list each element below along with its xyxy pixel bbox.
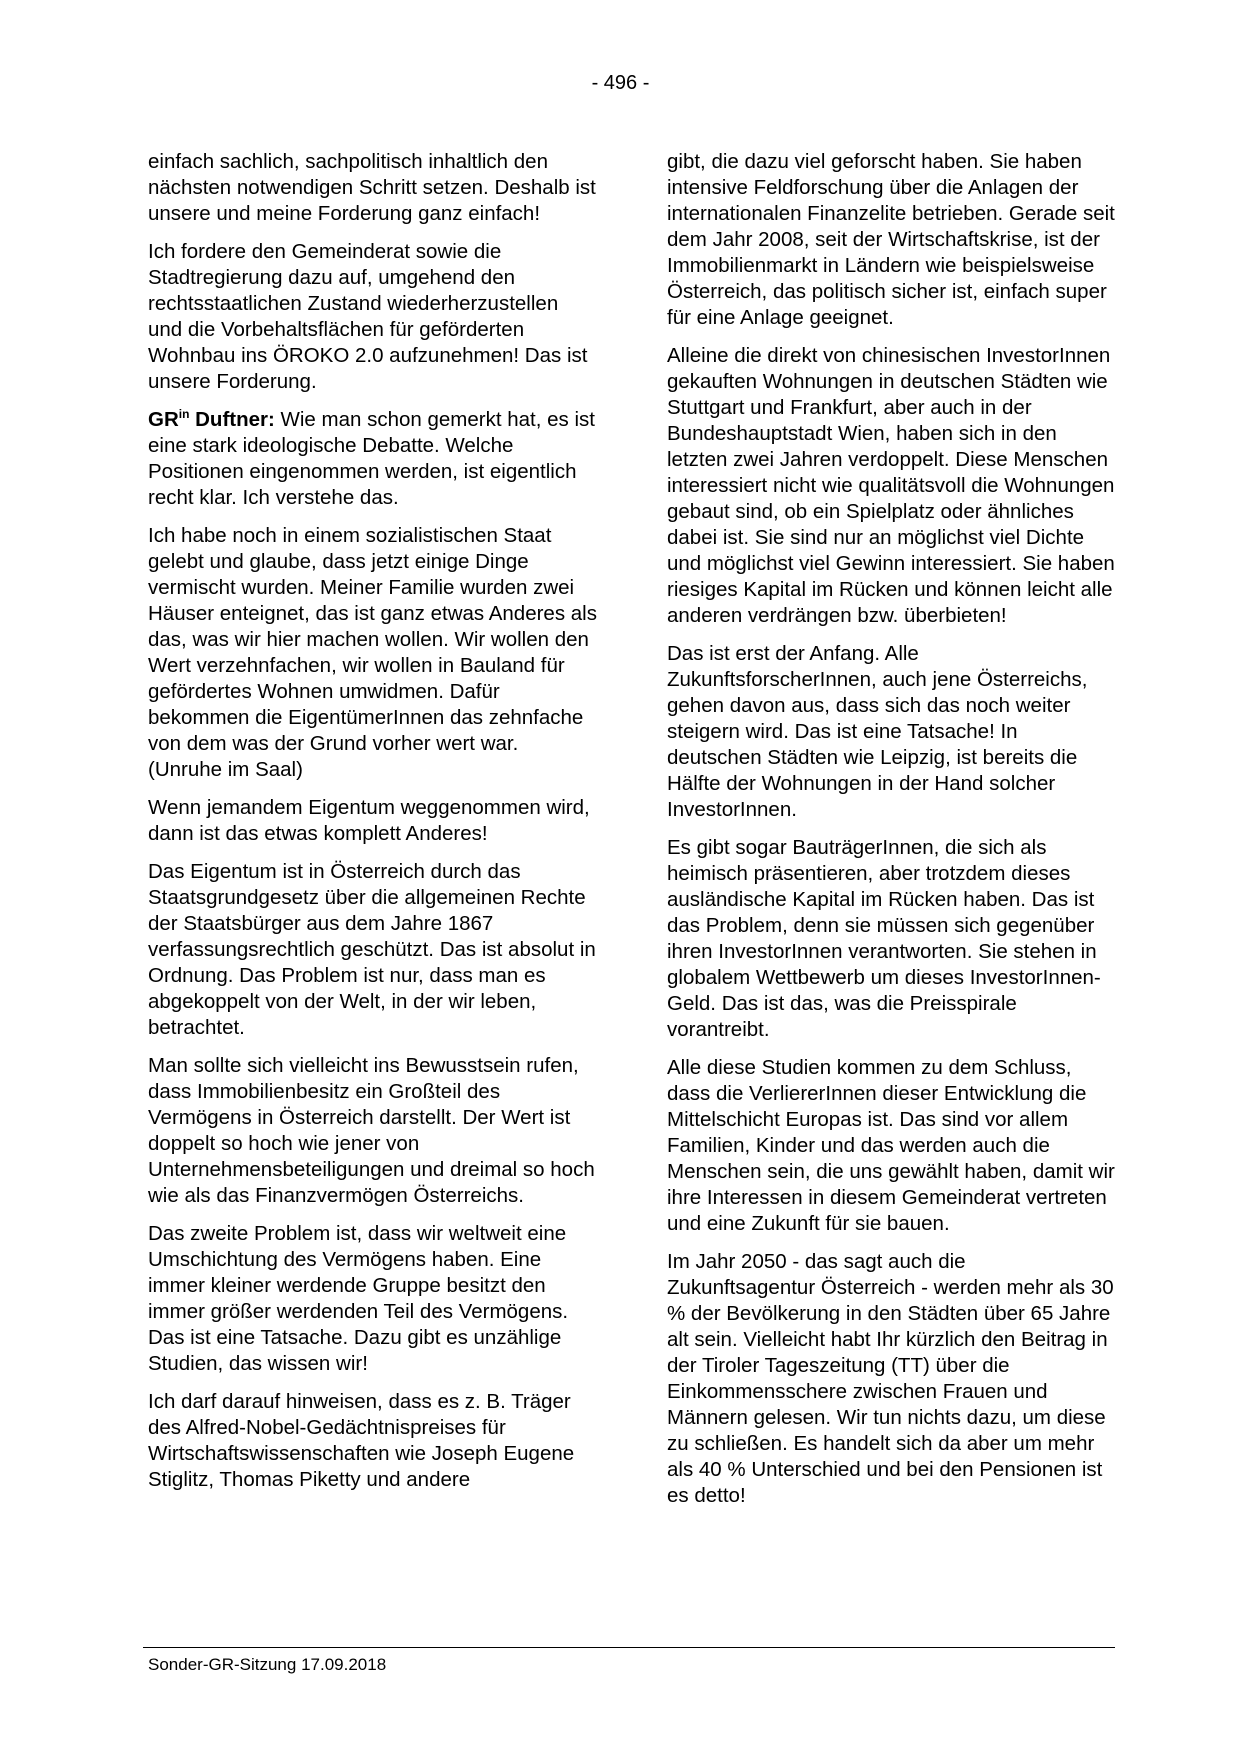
speaker-paragraph	[148, 407, 598, 511]
paragraph: einfach sachlich, sachpolitisch inhaltlich den nächsten notwendigen Schritt setzen. Deshalb ist unsere und meine Forderung ganz einfach!	[148, 150, 596, 225]
footer-text: Sonder-GR-Sitzung 17.09.2018	[148, 1655, 387, 1674]
left-column	[148, 149, 598, 1505]
speech-text: Wie man schon gemerkt hat, es ist eine stark ideologische Debatte. Welche Positionen eingenommen werden, ist eigentlich recht klar. Ich verstehe das.	[148, 408, 595, 509]
paragraph: Wenn jemandem Eigentum weggenommen wird, dann ist das etwas komplett Anderes!	[148, 796, 590, 845]
paragraph: Im Jahr 2050 - das sagt auch die Zukunftsagentur Österreich - werden mehr als 30 % der Bevölkerung in den Städten über 65 Jahre alt sein. Vielleicht habt Ihr kürzlich den Beitrag in der Tiroler Tageszeitung (TT) über die Einkommensschere zwischen Frauen und Männern gelesen. Wir tun nichts dazu, um diese zu schließen. Es handelt sich da aber um mehr als 40 % Unterschied und bei den Pensionen ist es detto!	[667, 1250, 1114, 1507]
right-column	[667, 149, 1117, 1521]
paragraph: Das ist erst der Anfang. Alle ZukunftsforscherInnen, auch jene Österreichs, gehen davon aus, dass sich das noch weiter steigern wird. Das ist eine Tatsache! In deutschen Städten wie Leipzig, ist bereits die Hälfte der Wohnungen in der Hand solcher InvestorInnen.	[667, 642, 1088, 821]
paragraph: gibt, die dazu viel geforscht haben. Sie haben intensive Feldforschung über die Anlagen der internationalen Finanzelite betrieben. Gerade seit dem Jahr 2008, seit der Wirtschaftskrise, ist der Immobilienmarkt in Ländern wie beispielsweise Österreich, das politisch sicher ist, einfach super für eine Anlage geeignet.	[667, 150, 1115, 329]
paragraph: Alleine die direkt von chinesischen InvestorInnen gekauften Wohnungen in deutschen Städten wie Stuttgart und Frankfurt, aber auch in der Bundeshauptstadt Wien, haben sich in den letzten zwei Jahren verdoppelt. Diese Menschen interessiert nicht wie qualitätsvoll die Wohnungen gebaut sind, ob ein Spielplatz oder ähnliches dabei ist. Sie sind nur an möglichst viel Dichte und möglichst viel Gewinn interessiert. Sie haben riesiges Kapital im Rücken und können leicht alle anderen verdrängen bzw. überbieten!	[667, 344, 1115, 627]
speaker-superscript: in	[178, 407, 190, 422]
paragraph: Ich habe noch in einem sozialistischen Staat gelebt und glaube, dass jetzt einige Dinge vermischt wurden. Meiner Familie wurden zwei Häuser enteignet, das ist ganz etwas Anderes als das, was wir hier machen wollen. Wir wollen den Wert verzehnfachen, wir wollen in Bauland für gefördertes Wohnen umwidmen. Dafür bekommen die EigentümerInnen das zehnfache von dem was der Grund vorher wert war. (Unruhe im Saal)	[148, 524, 597, 781]
speaker-name	[148, 408, 275, 431]
paragraph: Ich fordere den Gemeinderat sowie die Stadtregierung dazu auf, umgehend den rechtsstaatlichen Zustand wiederherzustellen und die Vorbehaltsflächen für geförderten Wohnbau ins ÖROKO 2.0 aufzunehmen! Das ist unsere Forderung.	[148, 240, 588, 393]
paragraph: Ich darf darauf hinweisen, dass es z. B. Träger des Alfred-Nobel-Gedächtnispreises für Wirtschaftswissenschaften wie Joseph Eugene Stiglitz, Thomas Piketty und andere	[148, 1390, 575, 1491]
paragraph: Das zweite Problem ist, dass wir weltweit eine Umschichtung des Vermögens haben. Eine immer kleiner werdende Gruppe besitzt den immer größer werdenden Teil des Vermögens. Das ist eine Tatsache. Dazu gibt es unzählige Studien, das wissen wir!	[148, 1222, 569, 1375]
speaker-prefix: GR	[148, 408, 179, 431]
paragraph: Das Eigentum ist in Österreich durch das Staatsgrundgesetz über die allgemeinen Rechte der Staatsbürger aus dem Jahre 1867 verfassungsrechtlich geschützt. Das ist absolut in Ordnung. Das Problem ist nur, dass man es abgekoppelt von der Welt, in der wir leben, betrachtet.	[148, 860, 596, 1039]
footer-divider	[143, 1647, 1115, 1648]
paragraph: Es gibt sogar BauträgerInnen, die sich als heimisch präsentieren, aber trotzdem dieses ausländische Kapital im Rücken haben. Das ist das Problem, denn sie müssen sich gegenüber ihren InvestorInnen verantworten. Sie stehen in globalem Wettbewerb um dieses InvestorInnen-Geld. Das ist das, was die Preisspirale vorantreibt.	[667, 836, 1101, 1041]
speaker-surname: Duftner:	[189, 408, 275, 431]
page-number: - 496 -	[591, 72, 650, 94]
paragraph: Man sollte sich vielleicht ins Bewusstsein rufen, dass Immobilienbesitz ein Großteil des Vermögens in Österreich darstellt. Der Wert ist doppelt so hoch wie jener von Unternehmensbeteiligungen und dreimal so hoch wie als das Finanzvermögen Österreichs.	[148, 1054, 595, 1207]
paragraph: Alle diese Studien kommen zu dem Schluss, dass die VerliererInnen dieser Entwicklung die Mittelschicht Europas ist. Das sind vor allem Familien, Kinder und das werden auch die Menschen sein, die uns gewählt haben, damit wir ihre Interessen in diesem Gemeinderat vertreten und eine Zukunft für sie bauen.	[667, 1056, 1115, 1235]
